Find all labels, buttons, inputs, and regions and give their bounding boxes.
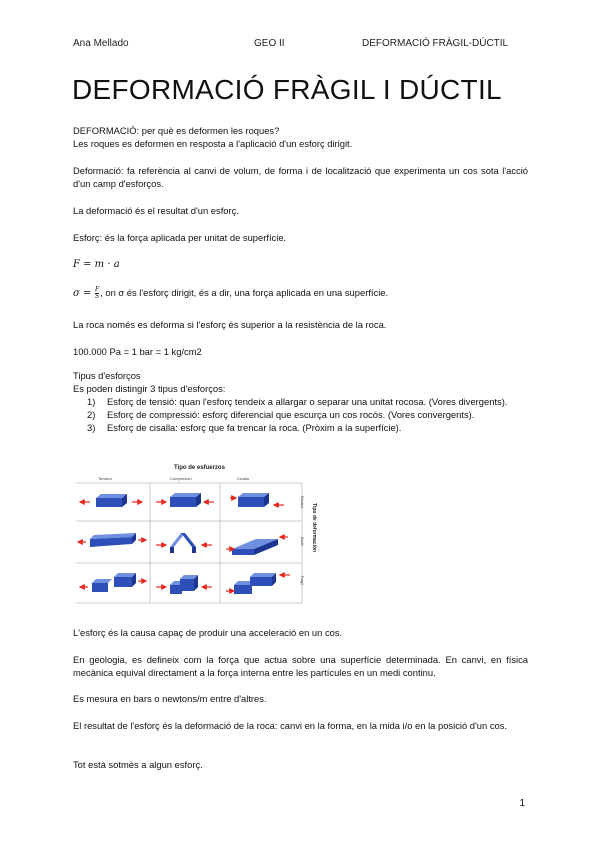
block-tension-elastic [80,494,142,507]
block-compression-ductile [156,533,212,553]
sigma-numerator: F [95,286,100,294]
tot-paragraph: Tot està sotmès a algun esforç. [73,759,203,770]
figure-row-label: Elástica [300,496,304,509]
tipus-intro: Es poden distingir 3 tipus d'esforços: [73,383,226,394]
list-item-text: Esforç de compressió: esforç diferencial que escurça un cos rocós. (Vores convergents). [107,409,475,420]
block-shear-brittle [226,573,290,594]
deformacio-definition: Deformació: fa referència al canvi de volum, de forma i de localització que experimenta un cos sota l'acció d'un camp d'esforços. [73,165,528,189]
block-compression-brittle [156,575,212,594]
block-shear-ductile [226,537,288,555]
header-topic: DEFORMACIÓ FRÀGIL-DÚCTIL [362,38,509,49]
list-item-text: Esforç de cisalla: esforç que fa trencar la roca. (Pròxim a la superfície). [107,422,402,433]
mesura-paragraph: Es mesura en bars o newtons/m entre d'altres. [73,693,267,704]
sigma-symbol: σ = [73,288,92,299]
formula-force: F = m · a [73,259,120,270]
roca-paragraph: La roca només es deforma si l'esforç és superior a la resistència de la roca. [73,319,387,330]
list-item [87,421,562,434]
sigma-fraction [95,287,99,300]
header-course: GEO II [254,38,285,49]
figure-col-label: Cizalla [237,476,250,481]
list-item-number: 3) [87,422,96,433]
causa-paragraph: L'esforç és la causa capaç de produir una acceleració en un cos. [73,627,343,638]
intro-line: Les roques es deformen en resposta a l'aplicació d'un esforç dirigit. [73,138,353,149]
figure-side-label: Tipo de deformación [311,503,317,553]
figure-col-label: Tensión [98,476,112,481]
list-item-number: 1) [87,396,96,407]
block-shear-elastic [230,493,284,507]
deformacio-result: La deformació és el resultat d'un esforç. [73,205,239,216]
geologia-paragraph: En geologia, es defineix com la força que actua sobre una superfície determinada. En canvi, en física mecànica equival directament a la força interna entre les partícules en un medi continu. [73,654,528,678]
list-item [87,395,562,408]
units-line: 100.000 Pa = 1 bar = 1 kg/cm2 [73,346,202,357]
block-tension-ductile [78,533,146,547]
tipus-heading: Tipus d'esforços [73,370,141,381]
block-tension-brittle [80,573,146,592]
esforc-types-list [73,395,562,434]
block-compression-elastic [156,493,214,507]
figure-row-label: Dúctil [300,537,304,546]
sigma-denominator: S [95,293,100,301]
stress-types-figure [72,463,321,608]
header-author: Ana Mellado [73,38,129,49]
list-item-text: Esforç de tensió: quan l'esforç tendeix a allargar o separar una unitat rocosa. (Vores divergents). [107,396,508,407]
list-item [87,408,562,421]
page-number: 1 [519,798,525,809]
sigma-explanation: , on σ és l'esforç dirigit, és a dir, una força aplicada en una superfície. [100,287,389,298]
esforc-definition: Esforç: és la força aplicada per unitat de superfície. [73,232,287,243]
intro-heading: DEFORMACIÓ: per què es deformen les roques? [73,125,280,136]
page-title: DEFORMACIÓ FRÀGIL I DÚCTIL [72,74,502,105]
figure-col-label: Compresión [170,476,192,481]
figure-row-label: Frágil [300,576,304,585]
resultat-paragraph: El resultat de l'esforç és la deformació de la roca: canvi en la forma, en la mida i/o en la posició d'un cos. [73,720,508,731]
figure-title: Tipo de esfuerzos [174,465,225,471]
formula-sigma [73,286,528,300]
list-item-number: 2) [87,409,96,420]
